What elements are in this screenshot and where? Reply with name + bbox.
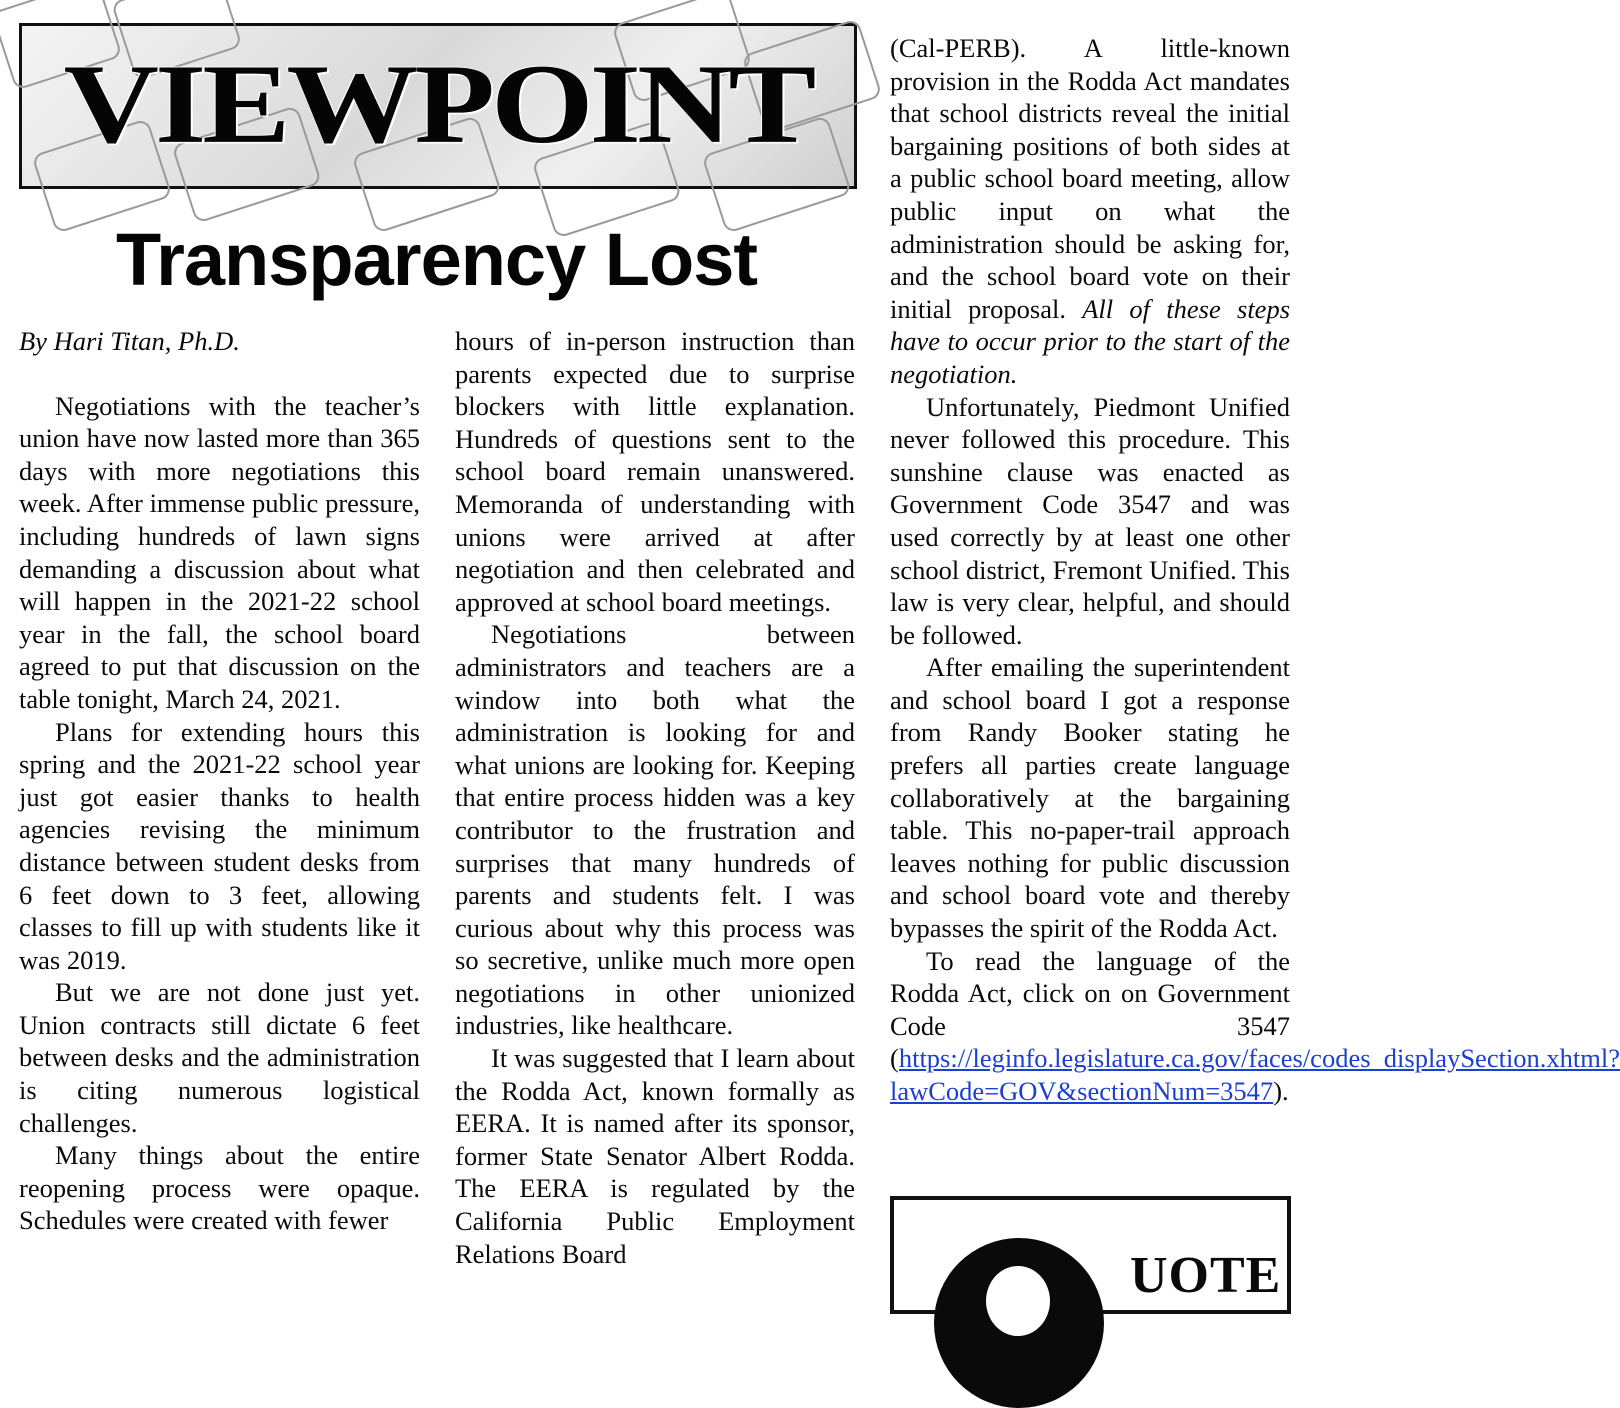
paragraph <box>890 945 1620 1108</box>
paragraph: Negotiations between administrators and teachers are a window into both what the administration is looking for and what unions are looking for. Keeping that entire process hidden was a key contributor to the frustration and surprises that many hundreds of parents and students felt. I was curious about why this process was so secretive, unlike much more open negotiations in other unionized industries, like healthcare. <box>455 619 855 1041</box>
paragraph-text: (Cal-PERB). A little-known provision in the Rodda Act mandates that school districts reveal the initial bargaining positions of both sides at a public school board meeting, allow public input on what the administration should be asking for, and the school board vote on their initial proposal. <box>890 33 1290 324</box>
quote-box-title: UOTE <box>1130 1247 1282 1304</box>
quote-box <box>890 1196 1291 1314</box>
paragraph: Many things about the entire reopening process were opaque. Schedules were created with fewer <box>19 1140 420 1236</box>
article-headline: Transparency Lost <box>115 218 757 301</box>
paragraph: Negotiations with the teacher’s union have now lasted more than 365 days with more negotiations this week. After immense public pressure, including hundreds of lawn signs demanding a discussion about what will happen in the 2021-22 school year in the fall, the school board agreed to put that discussion on the table tonight, March 24, 2021. <box>19 390 420 714</box>
paragraph: hours of in-person instruction than parents expected due to surprise blockers with little explanation. Hundreds of questions sent to the school board remain unanswered. Memoranda of understanding with unions were arrived at after negotiation and then celebrated and approved at school board meetings. <box>455 326 855 617</box>
paragraph-text: ). <box>1273 1076 1289 1106</box>
article-column-3 <box>890 32 1620 1108</box>
paragraph-text: To read the language of the Rodda Act, click on on Government Code 3547 ( <box>890 945 1290 1074</box>
article-column-1 <box>19 325 420 1237</box>
government-code-link[interactable]: https://leginfo.legislature.ca.gov/faces/codes_displaySection.xhtml?lawCode=GOV&sectionNum=3547 <box>890 1043 1620 1106</box>
quote-mark-graphic <box>934 1238 1104 1408</box>
banner-title: VIEWPOINT <box>63 40 813 167</box>
article-column-2 <box>455 325 855 1270</box>
paragraph: But we are not done just yet. Union contracts still dictate 6 feet between desks and the administration is citing numerous logistical challenges. <box>19 977 420 1138</box>
paragraph: It was suggested that I learn about the Rodda Act, known formally as EERA. It is named after its sponsor, former State Senator Albert Rodda. The EERA is regulated by the California Public Employment Relations Board <box>455 1043 855 1269</box>
paragraph: After emailing the superintendent and school board I got a response from Randy Booker stating he prefers all parties create language collaboratively at the bargaining table. This no-paper-trail approach leaves nothing for public discussion and school board vote and thereby bypasses the spirit of the Rodda Act. <box>890 652 1290 944</box>
paragraph: Plans for extending hours this spring and the 2021-22 school year just got easier thanks to health agencies revising the minimum distance between student desks from 6 feet down to 3 feet, allowing classes to fill up with students like it was 2019. <box>19 716 420 975</box>
paragraph: Unfortunately, Piedmont Unified never followed this procedure. This sunshine clause was enacted as Government Code 3547 and was used correctly by at least one other school district, Fremont Unified. This law is very clear, helpful, and should be followed. <box>890 391 1290 650</box>
paragraph <box>890 32 1290 391</box>
byline: By Hari Titan, Ph.D. <box>19 326 240 356</box>
viewpoint-banner <box>19 23 857 189</box>
italic-emphasis: All of these steps have to occur prior to the start of the negotiation. <box>890 293 1291 389</box>
